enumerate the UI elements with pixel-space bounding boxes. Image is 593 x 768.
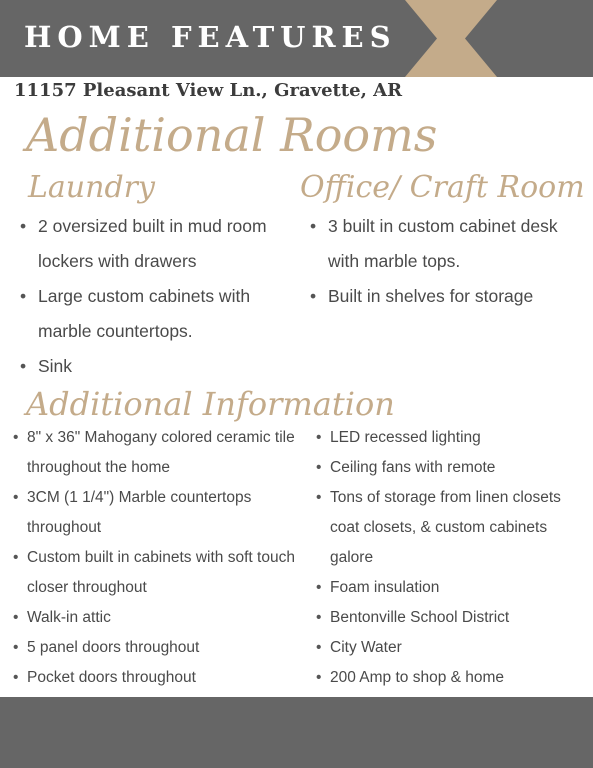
- additional-information-heading: Additional Information: [26, 385, 395, 423]
- info-list-right: [316, 423, 591, 693]
- page-title: HOME FEATURES: [24, 20, 397, 54]
- property-address: 11157 Pleasant View Ln., Gravette, AR: [14, 80, 403, 101]
- office-list: [310, 209, 580, 314]
- header-bar: [0, 0, 593, 77]
- banner-ribbon-shape: [405, 0, 497, 77]
- office-craft-room-heading: Office/ Craft Room: [300, 170, 585, 205]
- list-item: • Built in shelves for storage: [310, 279, 580, 314]
- laundry-list: [20, 209, 290, 384]
- list-item: • 2 oversized built in mud room lockers with drawers: [20, 209, 290, 279]
- footer-bar: [0, 697, 593, 768]
- list-item: • Walk-in attic: [13, 603, 303, 633]
- list-item: • 5 panel doors throughout: [13, 633, 303, 663]
- list-item: • Tons of storage from linen closets coat closets, & custom cabinets galore: [316, 483, 591, 573]
- list-item: • 8" x 36" Mahogany colored ceramic tile throughout the home: [13, 423, 303, 483]
- list-item: • Bentonville School District: [316, 603, 591, 633]
- list-item: • Foam insulation: [316, 573, 591, 603]
- list-item: • 200 Amp to shop & home: [316, 663, 591, 693]
- laundry-heading: Laundry: [28, 170, 155, 205]
- list-item: • Sink: [20, 349, 290, 384]
- list-item: • Ceiling fans with remote: [316, 453, 591, 483]
- list-item: • Pocket doors throughout: [13, 663, 303, 693]
- list-item: • Large custom cabinets with marble countertops.: [20, 279, 290, 349]
- additional-rooms-heading: Additional Rooms: [26, 108, 438, 162]
- info-list-left: [13, 423, 303, 693]
- list-item: • 3CM (1 1/4") Marble countertops throughout: [13, 483, 303, 543]
- list-item: • LED recessed lighting: [316, 423, 591, 453]
- list-item: • 3 built in custom cabinet desk with marble tops.: [310, 209, 580, 279]
- list-item: • Custom built in cabinets with soft touch closer throughout: [13, 543, 303, 603]
- list-item: • City Water: [316, 633, 591, 663]
